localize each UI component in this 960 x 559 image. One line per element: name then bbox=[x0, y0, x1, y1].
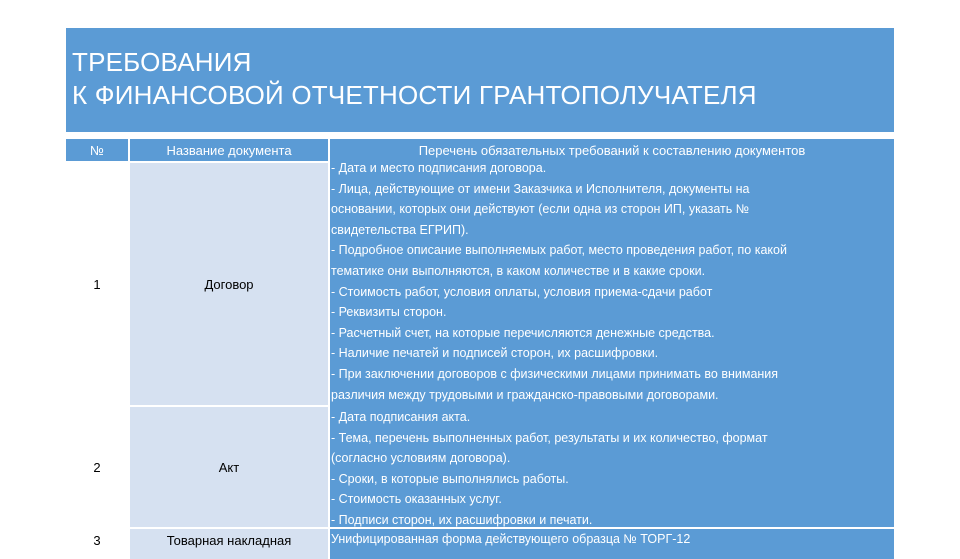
row-2-req-line: - Тема, перечень выполненных работ, результаты и их количество, формат bbox=[331, 430, 768, 445]
row-1-number: 1 bbox=[66, 163, 128, 405]
row-1-req-line: - Подробное описание выполняемых работ, место проведения работ, по какой bbox=[331, 243, 787, 258]
row-1-req-line: различия между трудовыми и гражданско-правовыми договорами. bbox=[331, 387, 719, 402]
row-1-req-line: - Лица, действующие от имени Заказчика и Исполнителя, документы на bbox=[331, 181, 750, 196]
row-1-req-line: свидетельства ЕГРИП). bbox=[331, 222, 469, 237]
title-banner bbox=[66, 28, 894, 132]
row-1-req-line: - Расчетный счет, на которые перечисляются денежные средства. bbox=[331, 325, 715, 340]
row-1-req-line: - При заключении договоров с физическими лицами принимать во внимания bbox=[331, 366, 779, 381]
slide-title-line-2: К ФИНАНСОВОЙ ОТЧЕТНОСТИ ГРАНТОПОЛУЧАТЕЛЯ bbox=[72, 80, 757, 110]
row-2-document-name: Акт bbox=[130, 407, 328, 527]
row-1-req-line: тематике они выполняются, в каком количестве и в какие сроки. bbox=[331, 263, 706, 278]
row-1-req-line: - Наличие печатей и подписей сторон, их расшифровки. bbox=[331, 346, 659, 361]
row-1-document-name: Договор bbox=[130, 163, 328, 405]
row-2-req-line: - Дата подписания акта. bbox=[331, 410, 471, 424]
row-2-req-line: - Сроки, в которые выполнялись работы. bbox=[331, 471, 569, 486]
row-3-document-name: Товарная накладная bbox=[130, 529, 328, 559]
row-2-req-line: - Подписи сторон, их расшифровки и печати. bbox=[331, 512, 593, 527]
requirements-table bbox=[66, 139, 894, 559]
header-number: № bbox=[66, 139, 128, 161]
row-2-requirements bbox=[330, 407, 894, 527]
row-3-req-line: Унифицированная форма действующего образца № ТОРГ-12 bbox=[331, 532, 691, 546]
row-2-req-line: (согласно условиям договора). bbox=[331, 451, 511, 466]
row-3-number: 3 bbox=[66, 529, 128, 559]
row-2-number: 2 bbox=[66, 407, 128, 527]
row-1-requirements bbox=[330, 158, 894, 407]
row-1-req-line: - Стоимость работ, условия оплаты, условия приема-сдачи работ bbox=[331, 284, 713, 299]
slide-title-line-1: ТРЕБОВАНИЯ bbox=[72, 47, 252, 77]
row-1-req-line: - Дата и место подписания договора. bbox=[331, 161, 547, 175]
row-1-req-line: основании, которых они действуют (если одна из сторон ИП, указать № bbox=[331, 202, 750, 217]
header-requirements: Перечень обязательных требований к составлению документов bbox=[330, 139, 894, 161]
row-1-req-line: - Реквизиты сторон. bbox=[331, 305, 447, 320]
row-3-requirements bbox=[330, 529, 894, 559]
row-2-req-line: - Стоимость оказанных услуг. bbox=[331, 492, 502, 507]
header-document-name: Название документа bbox=[130, 139, 328, 161]
